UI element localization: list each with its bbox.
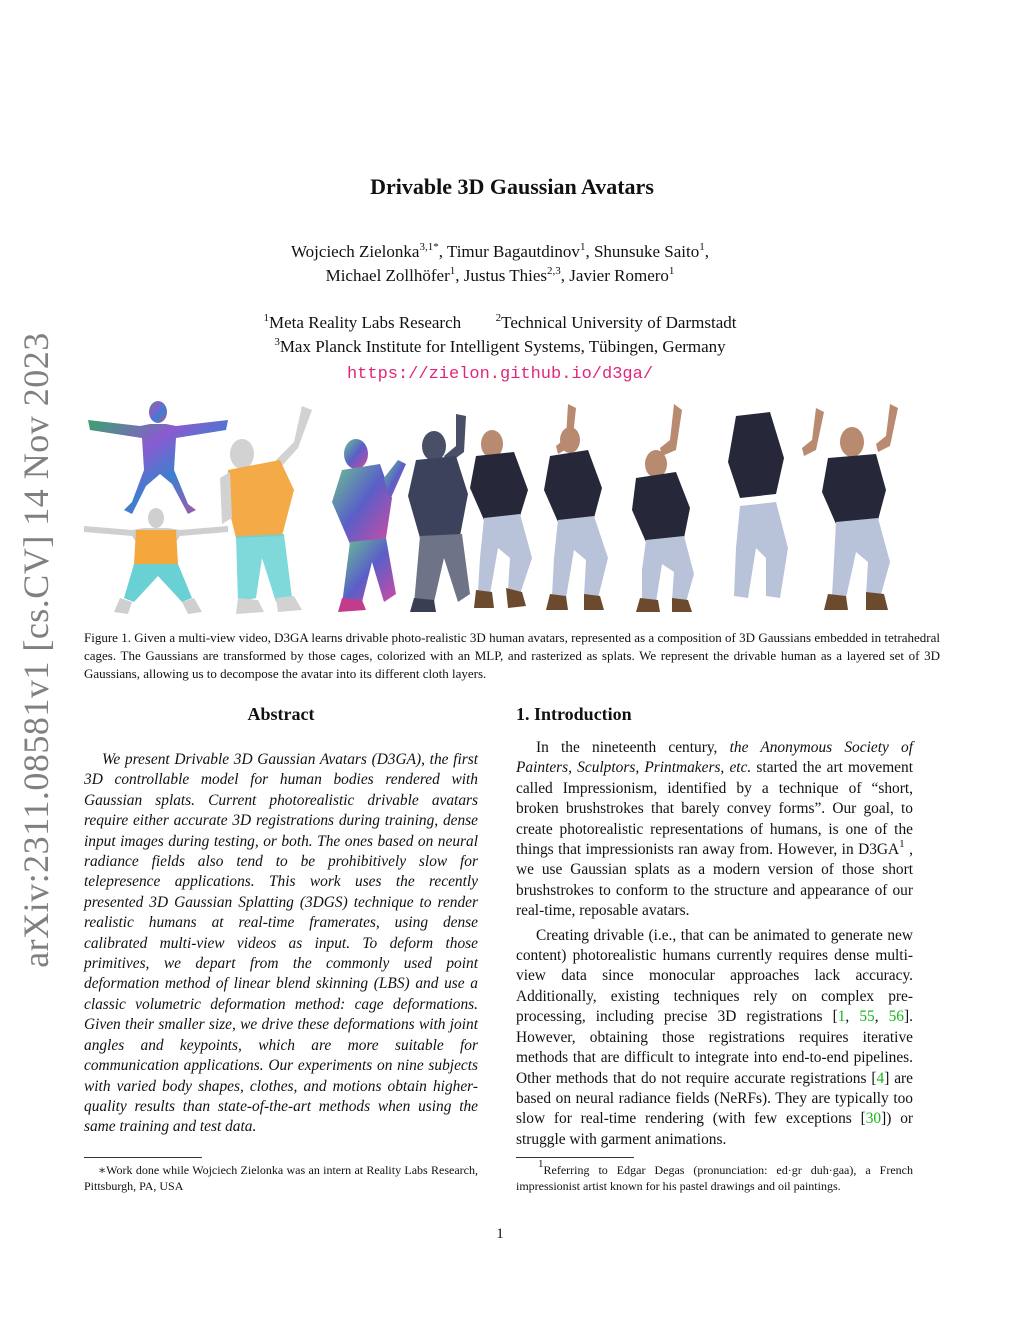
author-name: Shunsuke Saito [593, 242, 700, 261]
rendered-avatar-3 [632, 404, 694, 612]
affil-sup: 3 [274, 336, 280, 348]
teaser-figure [80, 398, 940, 620]
author-sup: 1 [699, 241, 705, 253]
author-sup: 1 [579, 241, 586, 253]
footnote-left: ∗Work done while Wojciech Zielonka was an intern at Reality Labs Research, Pittsburgh, PA, USA [84, 1163, 478, 1193]
author-name: Michael Zollhöfer [325, 266, 450, 285]
text-run: ]) or struggle with garment animations. [516, 1110, 914, 1148]
authors-line-1: Wojciech Zielonka$^{3,1*}$, Timur Bagautdinov$^1$, Shunsuke Saito$^1$, [291, 241, 709, 261]
rendered-avatar-4 [802, 404, 898, 610]
rendered-avatar-cloth-only [728, 412, 788, 598]
author-sup: 1 [668, 265, 675, 277]
figure-caption: Figure 1. Given a multi-view video, D3GA learns drivable photo-realistic 3D human avatars, represented as a composition of 3D Gaussians embedded in tetrahedral cages. The Gaussians are transformed by those cages, colorized with an MLP, and rasterized as splats. We represent the drivable human as a layered set of 3D Gaussians, allowing us to decompose the avatar into its different cloth layers. [84, 630, 940, 681]
intro-body [516, 738, 913, 1150]
affiliation: Meta Reality Labs Research [269, 313, 462, 332]
avatar-sequence-illustration [80, 398, 940, 620]
project-url[interactable]: https://zielon.github.io/d3ga/ [346, 365, 654, 384]
footnote-text: Referring to Edgar Degas (pronunciation: ed·gr duh·gaa), a French impressionist artist known for his pastel drawings and oil paintings. [516, 1163, 913, 1193]
affil-sup: 1 [263, 312, 270, 324]
author-sup: 3,1* [419, 241, 439, 253]
footnote-rule-right [516, 1157, 634, 1158]
dark-splat-avatar [408, 414, 470, 612]
author-sup: 1 [449, 265, 456, 277]
affil-sup: 2 [495, 312, 502, 324]
text-run: ]. However, obtaining those registrations requires iterative methods that are difficult to integrate into end-to-end pipelines. Other methods that do not require accurate registrations [ [516, 1008, 913, 1087]
text-run: ] are based on neural radiance fields (NeRFs). They are typically too slow for real-time rendering (with few exceptions [ [516, 1069, 913, 1128]
intro-paragraph-1 [516, 738, 913, 922]
author-name: Javier Romero [569, 266, 669, 285]
footnote-marker: 1 [899, 838, 905, 851]
intro-paragraph-2 [516, 926, 913, 1150]
footnote-rule-left [84, 1157, 202, 1158]
text-run: , [874, 1008, 889, 1026]
paper-title: Drivable 3D Gaussian Avatars [370, 174, 654, 199]
star-pose-cage-avatar [88, 401, 228, 514]
affiliations-line-2 [100, 335, 900, 359]
author-name: Justus Thies [463, 266, 548, 285]
splat-cage-avatar [332, 439, 406, 612]
abstract-body [84, 750, 478, 1138]
citation-link[interactable]: 30 [865, 1110, 882, 1128]
text-run: , [845, 1008, 860, 1026]
citation-link[interactable]: 1 [837, 1008, 846, 1026]
text-run: started the art movement called Impressionism, identified by a technique of “short, broken brushstrokes that barely convey forms”. Our goal, to create photorealistic representations of humans, is one of the things that impressionists ran away from. However, in D3GA [516, 759, 913, 859]
footnote-right [516, 1158, 913, 1194]
society-name: the Anonymous Society of Painters, Sculptors, Printmakers, etc. [516, 739, 913, 777]
arxiv-sidebar [8, 330, 64, 970]
text-run: In the nineteenth century, [536, 739, 730, 756]
affiliations-line-1 [100, 311, 900, 335]
citation-link[interactable]: 4 [876, 1069, 885, 1087]
intro-heading: 1. Introduction [516, 704, 632, 724]
page-number: 1 [496, 1226, 504, 1242]
abstract-text: We present Drivable 3D Gaussian Avatars (D3GA), the first 3D controllable model for human bodies rendered with Gaussian splats. Current photorealistic drivable avatars require either accurate 3D registrations during training, dense input images during testing, or both. The ones based on neural radiance fields also tend to be prohibitively slow for telepresence applications. This work uses the recently presented 3D Gaussian Splatting (3DGS) technique to render realistic humans at real-time framerates, using dense calibrated multi-view videos as input. To deform those primitives, we depart from the commonly used point deformation method of linear blend skinning (LBS) and use a classic volumetric deformation method: cage deformations. Given their smaller size, we drive these deformations with joint angles and keypoints, which are more suitable for communication applications. Our experiments on nine subjects with varied body shapes, clothes, and motions obtain higher-quality results than state-of-the-art methods when using the same training and test data. [84, 751, 478, 1136]
affiliation: Max Planck Institute for Intelligent Systems, Tübingen, Germany [279, 337, 726, 356]
star-pose-layered-avatar [84, 508, 228, 614]
text-run: Creating drivable (i.e., that can be animated to generate new content) photorealistic humans currently requires dense multi-view data since monocular approaches lack accuracy. Additionally, existing techniques rely on complex pre-processing, including precise 3D registrations [ [516, 926, 913, 1026]
author-sup: 2,3 [547, 265, 561, 277]
text-run: , we use Gaussian splats as a modern version of those short brushstrokes to conform to the structure and appearance of our real-time, reposable avatars. [516, 841, 913, 920]
footnote-marker: 1 [538, 1158, 544, 1170]
abstract-heading: Abstract [247, 704, 315, 724]
arxiv-identifier: arXiv:2311.08581v1 [cs.CV] 14 Nov 2023 [16, 332, 56, 968]
author-name: Wojciech Zielonka [291, 242, 420, 261]
rendered-avatar-2 [544, 404, 608, 610]
citation-link[interactable]: 55 [859, 1008, 875, 1026]
citation-link[interactable]: 56 [888, 1008, 904, 1026]
layered-cloth-avatar [220, 406, 312, 614]
rendered-avatar-1 [470, 430, 532, 608]
affiliation: Technical University of Darmstadt [501, 313, 737, 332]
author-name: Timur Bagautdinov [446, 242, 580, 261]
authors-line-2: Michael Zollhöfer$^1$, Justus Thies$^{2,3}$, Javier Romero$^1$ [325, 265, 675, 285]
